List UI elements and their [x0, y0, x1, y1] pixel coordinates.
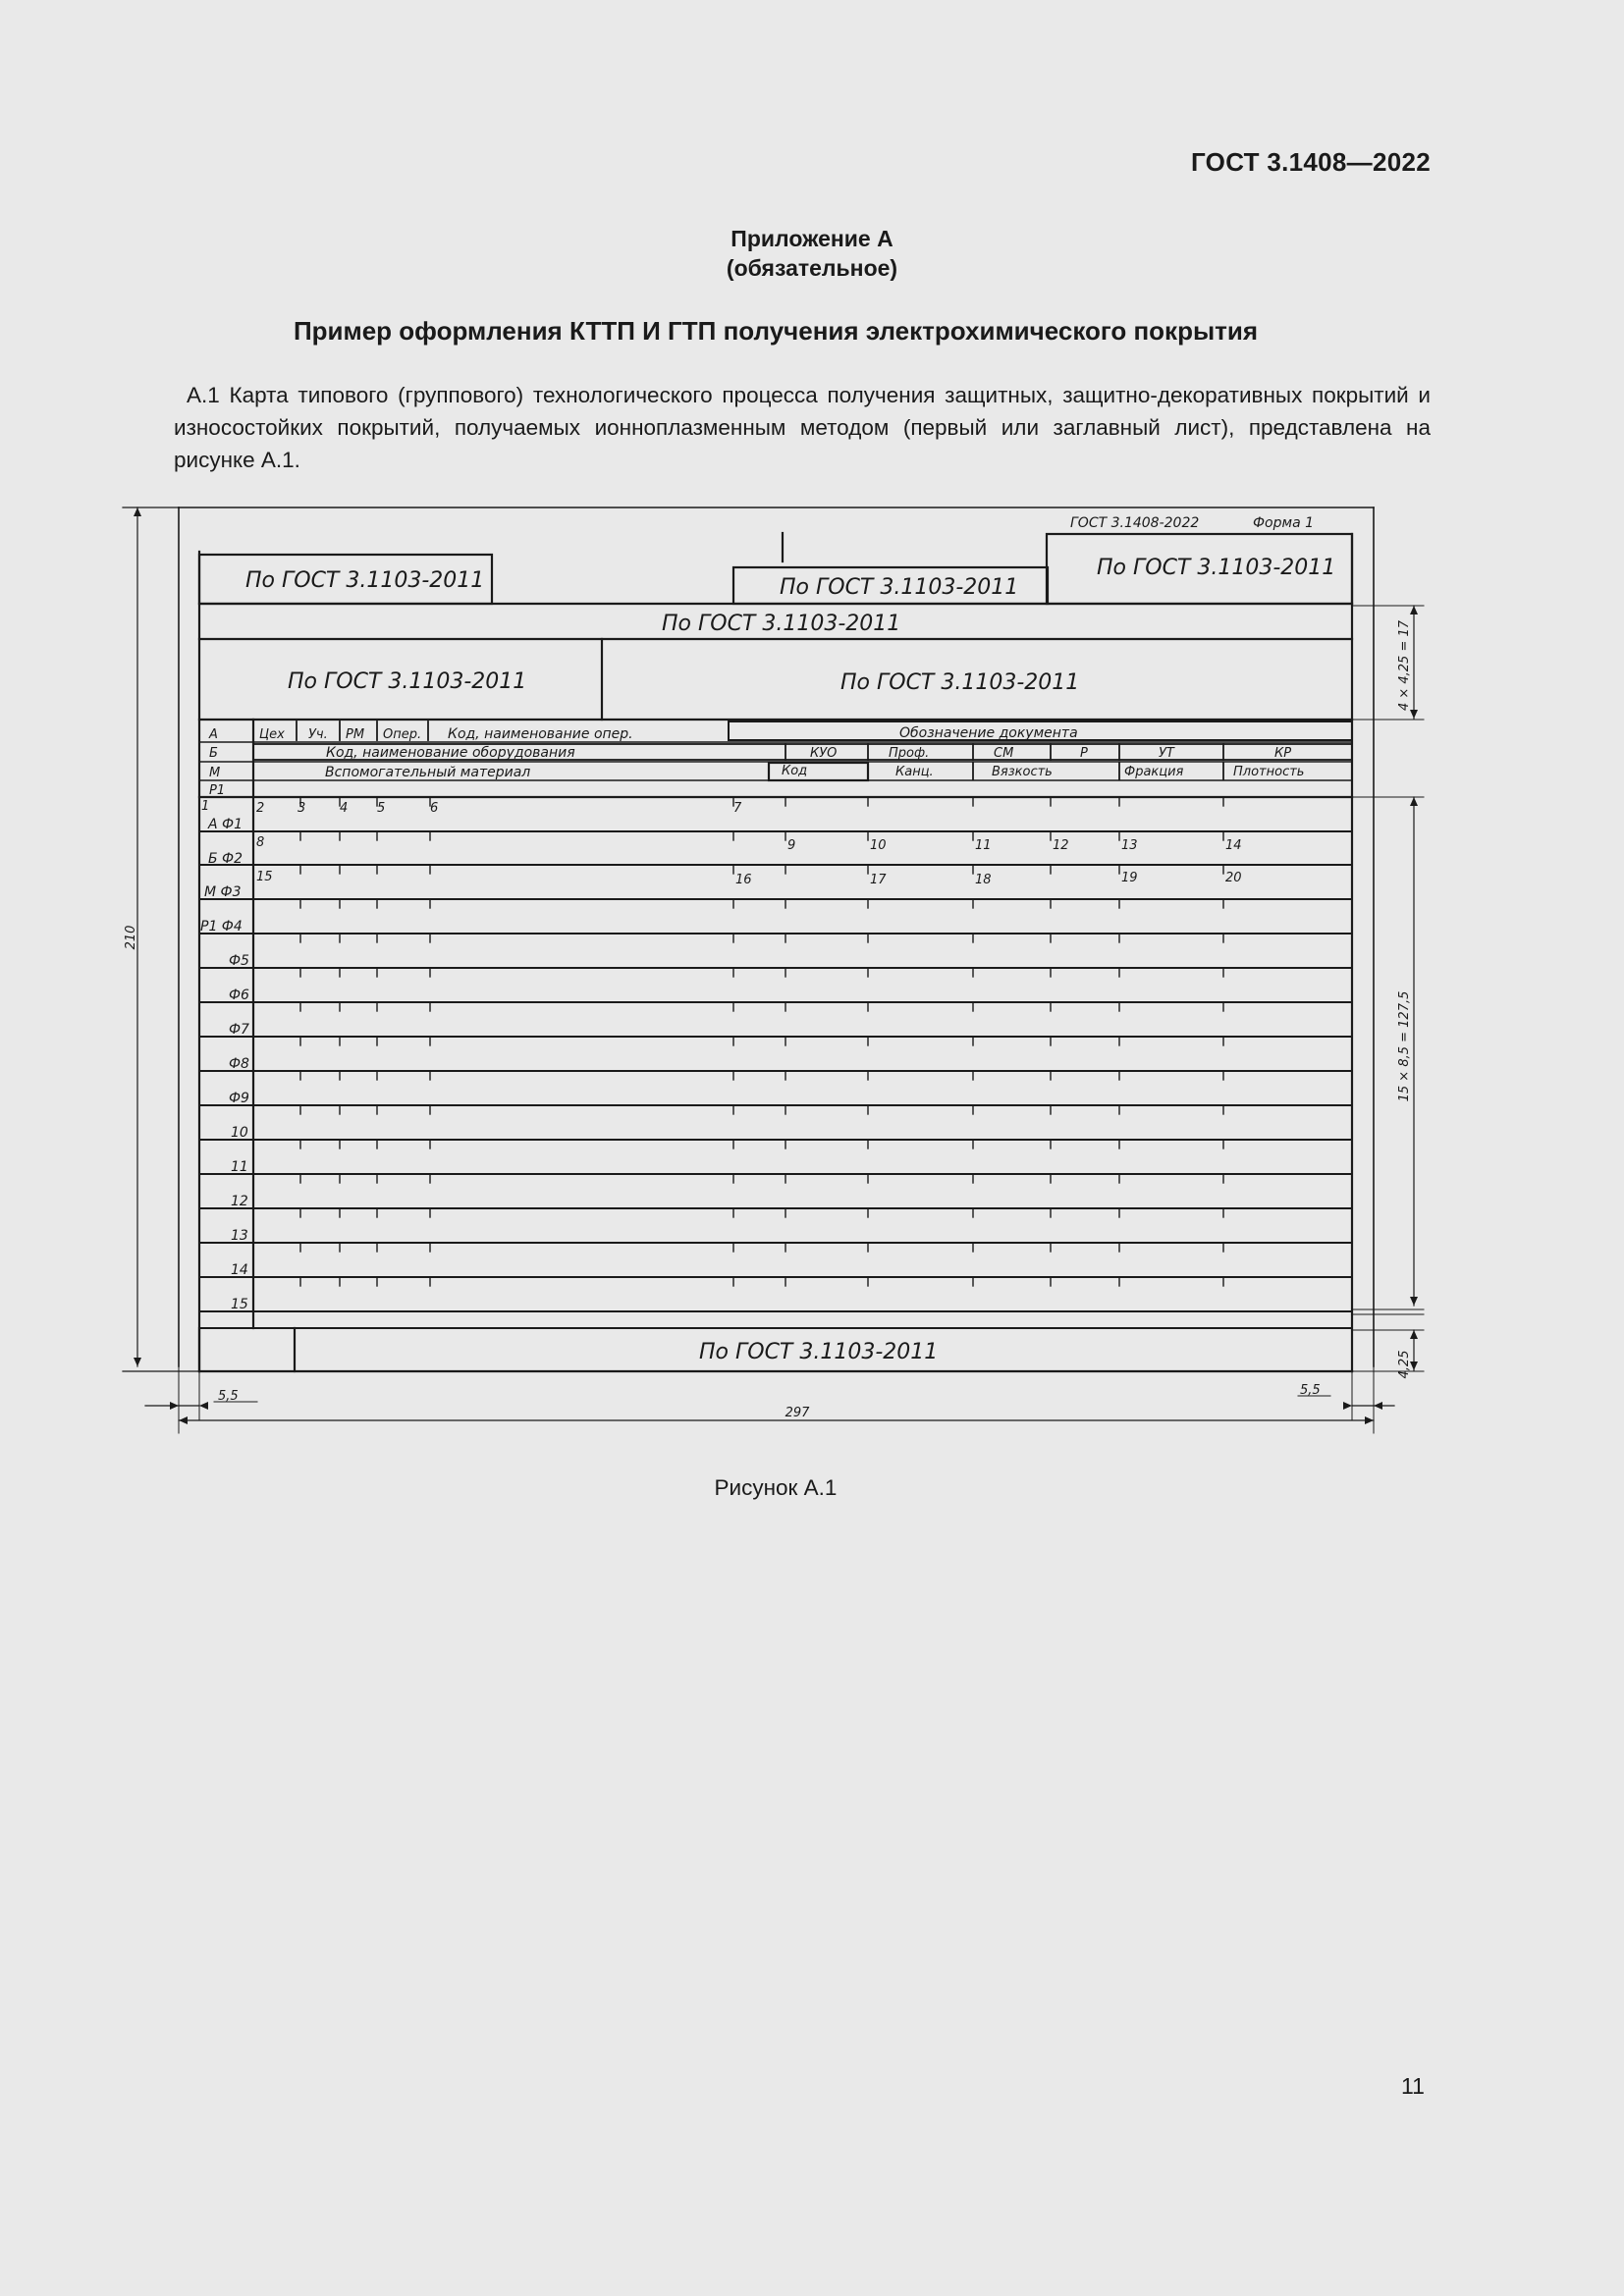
cell-sm: СМ: [994, 746, 1014, 761]
form-number-label: Форма 1: [1253, 515, 1315, 531]
field-number: 6: [430, 801, 439, 816]
dim-top-block: 4 × 4,25 = 17: [1397, 619, 1412, 712]
field-number: 12: [1053, 838, 1069, 853]
cell-ceh: Цех: [259, 727, 285, 742]
field-number: 9: [787, 838, 796, 853]
dim-bottom-block: 4,25: [1397, 1350, 1412, 1379]
dimension-arrow: [199, 1402, 208, 1410]
line-label: Б Ф2: [208, 851, 244, 867]
field-number: 1: [201, 799, 210, 814]
cell-kr: КР: [1274, 746, 1292, 761]
dimension-arrow: [1365, 1416, 1374, 1424]
dim-height: 210: [124, 925, 138, 950]
appendix-title: Приложение А: [731, 226, 893, 251]
line-label: А Ф1: [208, 817, 243, 832]
body-paragraph: А.1 Карта типового (группового) технологического процесса получения защитных, защитно-декоративных покрытий и износостойких покрытий, получаемых ионноплазменным методом (первый или заглавный лист), представлена на рисунке А.1.: [174, 383, 1431, 472]
cell-equipment: Код, наименование оборудования: [326, 745, 575, 761]
figure-caption: Рисунок А.1: [714, 1475, 838, 1500]
field-number: 11: [975, 838, 992, 853]
dimension-arrow: [1343, 1402, 1352, 1410]
cell-fraction: Фракция: [1124, 765, 1184, 779]
field-number: 16: [735, 873, 752, 887]
dimension-arrow: [179, 1416, 188, 1424]
cell-kuo: КУО: [810, 746, 838, 761]
page-number: 11: [1401, 2073, 1425, 2099]
dimension-arrow: [134, 1358, 141, 1366]
line-label: М Ф3: [204, 884, 242, 900]
line-label: 12: [231, 1194, 248, 1209]
cell-kod: Код: [782, 764, 808, 778]
dimension-arrow: [1374, 1402, 1382, 1410]
field-number: 4: [340, 801, 349, 816]
cell-oper: Опер.: [383, 727, 422, 742]
field-number: 18: [975, 873, 992, 887]
cell-viscosity: Вязкость: [992, 765, 1053, 779]
appendix-status: (обязательное): [726, 255, 898, 281]
cell-prof: Проф.: [889, 746, 930, 761]
dim-lines-block: 15 × 8,5 = 127,5: [1397, 990, 1412, 1102]
ref-text-footer: По ГОСТ 3.1103-2011: [699, 1340, 939, 1364]
line-label: 11: [231, 1159, 248, 1175]
field-number: 10: [870, 838, 887, 853]
field-number: 2: [256, 801, 265, 816]
dimension-arrow: [1410, 606, 1418, 614]
cell-density: Плотность: [1233, 765, 1305, 779]
line-label: Ф9: [229, 1091, 249, 1106]
field-number: 7: [733, 801, 742, 816]
dimension-arrow: [1410, 1297, 1418, 1306]
document-code: ГОСТ 3.1408—2022: [1190, 147, 1431, 177]
cell-r: Р: [1080, 746, 1088, 761]
row-m-prefix: М: [209, 766, 221, 780]
form-code-label: ГОСТ 3.1408-2022: [1070, 515, 1200, 531]
dim-width: 297: [785, 1406, 810, 1420]
line-label: Ф5: [229, 953, 249, 969]
cell-aux-material: Вспомогательный материал: [325, 765, 531, 780]
dimension-arrow: [170, 1402, 179, 1410]
dimension-arrow: [1410, 1330, 1418, 1339]
section-title: Пример оформления КТТП И ГТП получения электрохимического покрытия: [293, 316, 1259, 346]
cell-uch: Уч.: [308, 727, 328, 742]
field-number: 15: [256, 870, 273, 884]
ref-text-right-panel: По ГОСТ 3.1103-2011: [840, 670, 1080, 695]
row-b-prefix: Б: [209, 746, 218, 761]
ref-text-top-middle: По ГОСТ 3.1103-2011: [780, 575, 1019, 600]
line-label: Р1 Ф4: [200, 919, 243, 934]
cell-rm: РМ: [346, 727, 365, 742]
ref-text-top-left: По ГОСТ 3.1103-2011: [245, 568, 485, 593]
dim-left-margin: 5,5: [218, 1389, 239, 1404]
field-number: 3: [298, 801, 306, 816]
ref-text-top-right: По ГОСТ 3.1103-2011: [1097, 556, 1336, 580]
cell-ut: УТ: [1159, 746, 1174, 761]
cell-kants: Канц.: [895, 765, 934, 779]
field-number: 8: [256, 835, 265, 850]
line-label: 15: [231, 1297, 248, 1312]
field-number: 5: [377, 801, 386, 816]
dimension-arrow: [1410, 797, 1418, 806]
field-number: 17: [870, 873, 887, 887]
ref-text-band: По ГОСТ 3.1103-2011: [662, 612, 901, 636]
field-number: 14: [1225, 838, 1242, 853]
cell-op-code-name: Код, наименование опер.: [448, 726, 633, 742]
line-label: 10: [231, 1125, 248, 1141]
field-number: 20: [1225, 871, 1242, 885]
row-a-prefix: А: [209, 727, 218, 742]
line-label: 14: [231, 1262, 248, 1278]
field-number: 13: [1121, 838, 1138, 853]
ref-text-left-panel: По ГОСТ 3.1103-2011: [288, 669, 527, 694]
line-label: Ф8: [229, 1056, 249, 1072]
line-label: Ф7: [229, 1022, 249, 1038]
row-r1-prefix: Р1: [209, 783, 226, 798]
dim-right-margin: 5,5: [1300, 1383, 1321, 1398]
dimension-arrow: [134, 507, 141, 516]
cell-doc-designation: Обозначение документа: [899, 725, 1078, 741]
field-number: 19: [1121, 871, 1138, 885]
line-label: Ф6: [229, 988, 249, 1003]
line-label: 13: [231, 1228, 248, 1244]
